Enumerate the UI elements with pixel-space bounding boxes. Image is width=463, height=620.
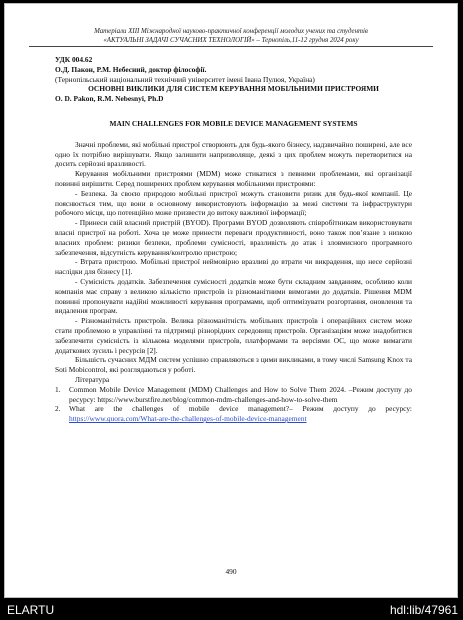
references-heading: Література: [75, 374, 110, 384]
reference-item: [55, 385, 412, 405]
udc-code: УДК 004.62: [55, 55, 93, 64]
repository-footer-bar: [0, 598, 463, 620]
reference-item: [55, 404, 412, 424]
reference-text: Common Mobile Device Management (MDM) Challenges and How to Solve Them 2024. –Режим доступу до ресурсу: https://www.burstfire.net/blog/common-mdm-challenges-and-how-to-solve-them: [69, 384, 412, 404]
reference-number: 1.: [55, 384, 61, 394]
list-item: - Безпека. За своєю природою мобільні пристрої можуть становити ризик для будь-якої компанії. Це пояснюється тим, що вони в основному використовують інформацію за межі системи та інфраструктури робочого місця, що потенційно може призвести до витоку важливої інформації;: [55, 188, 412, 218]
page-number: 490: [225, 567, 237, 576]
paragraph: Більшість сучасних МДМ систем успішно справляються з цими викликами, в тому числі Samsung Knox та Soti Mobicontrol, які розглядаються у роботі.: [55, 355, 412, 375]
list-item: - Різноманітність пристроїв. Велика різноманітність мобільних пристроїв і операційних систем може стати проблемою в управлінні та підтримці різнорідних середовищ пристроїв. Організаціям може знадобитися забезпечити сумісність із кількома моделями пристроїв, платформами та версіями ОС, що може вимагати додаткових зусиль і ресурсів [2].: [55, 316, 412, 355]
paragraph: Значні проблеми, які мобільні пристрої створюють для будь-якого бізнесу, надзвичайно поширені, але все одно їх потрібно вирішувати. Якщо залишити напризволяще, деякі з цих проблем можуть перетворитися на досить серйозні вразливості.: [55, 139, 412, 169]
authors-en: O. D. Pakon, R.M. Nebesnyi, Ph.D: [55, 94, 164, 104]
paragraph: Керування мобільними пристроями (MDM) може стикатися з певними проблемами, які організації повинні вирішити. Серед поширених проблем керування мобільними пристроями:: [55, 169, 412, 188]
footer-handle: hdl:lib/47961: [389, 603, 458, 617]
running-header-line1: Матеріали XIII Міжнародної науково-практичної конференції молодих учених та студентів: [94, 28, 368, 35]
article-body: [55, 55, 412, 424]
footer-repository-name: ELARTU: [7, 603, 55, 617]
title-en: MAIN CHALLENGES FOR MOBILE DEVICE MANAGEMENT SYSTEMS: [109, 118, 358, 128]
title-ua: ОСНОВНІ ВИКЛИКИ ДЛЯ СИСТЕМ КЕРУВАННЯ МОБІЛЬНИМИ ПРИСТРОЯМИ: [88, 84, 379, 94]
reference-text: What are the challenges of mobile device management?– Режим доступу до ресурсу:: [69, 404, 412, 414]
document-page: [4, 3, 458, 598]
header-rule: [29, 46, 433, 47]
list-item: - Принеси свій власний пристрій (BYOD). Програми BYOD дозволяють співробітникам використовувати власні пристрої на роботі. Хоча це може принести переваги продуктивності, воно також пов’язане з низкою власних проблем: ризики безпеки, проблеми сумісності, вразливість до атак і зловмисного програмного забезпечення, відсутність керування/контролю пристрою;: [55, 218, 412, 257]
running-header-line2: «АКТУАЛЬНІ ЗАДАЧІ СУЧАСНИХ ТЕХНОЛОГІЙ» – Тернопіль,11-12 грудня 2024 року: [103, 37, 359, 44]
authors-ua: О.Д. Пакон, Р.М. Небесний, доктор філософії.: [55, 64, 207, 74]
list-item: - Втрата пристрою. Мобільні пристрої неймовірно вразливі до втрати чи викрадення, що несе серйозні наслідки для бізнесу [1].: [55, 257, 412, 277]
affiliation: (Тернопільський національний технічний університет імені Івана Пулюя, Україна): [55, 74, 315, 84]
reference-number: 2.: [55, 404, 61, 414]
list-item: - Сумісність додатків. Забезпечення сумісності додатків може бути складним завданням, особливо коли компанія має справу з великою кількістю пристроїв із різноманітними вимогами до додатків. Рішення MDM повинні пропонувати надійні можливості керування програмами, щоб оптимізувати розгортання, оновлення та видалення програм.: [55, 276, 412, 316]
reference-link[interactable]: https://www.quora.com/What-are-the-challenges-of-mobile-device-management: [69, 414, 307, 424]
